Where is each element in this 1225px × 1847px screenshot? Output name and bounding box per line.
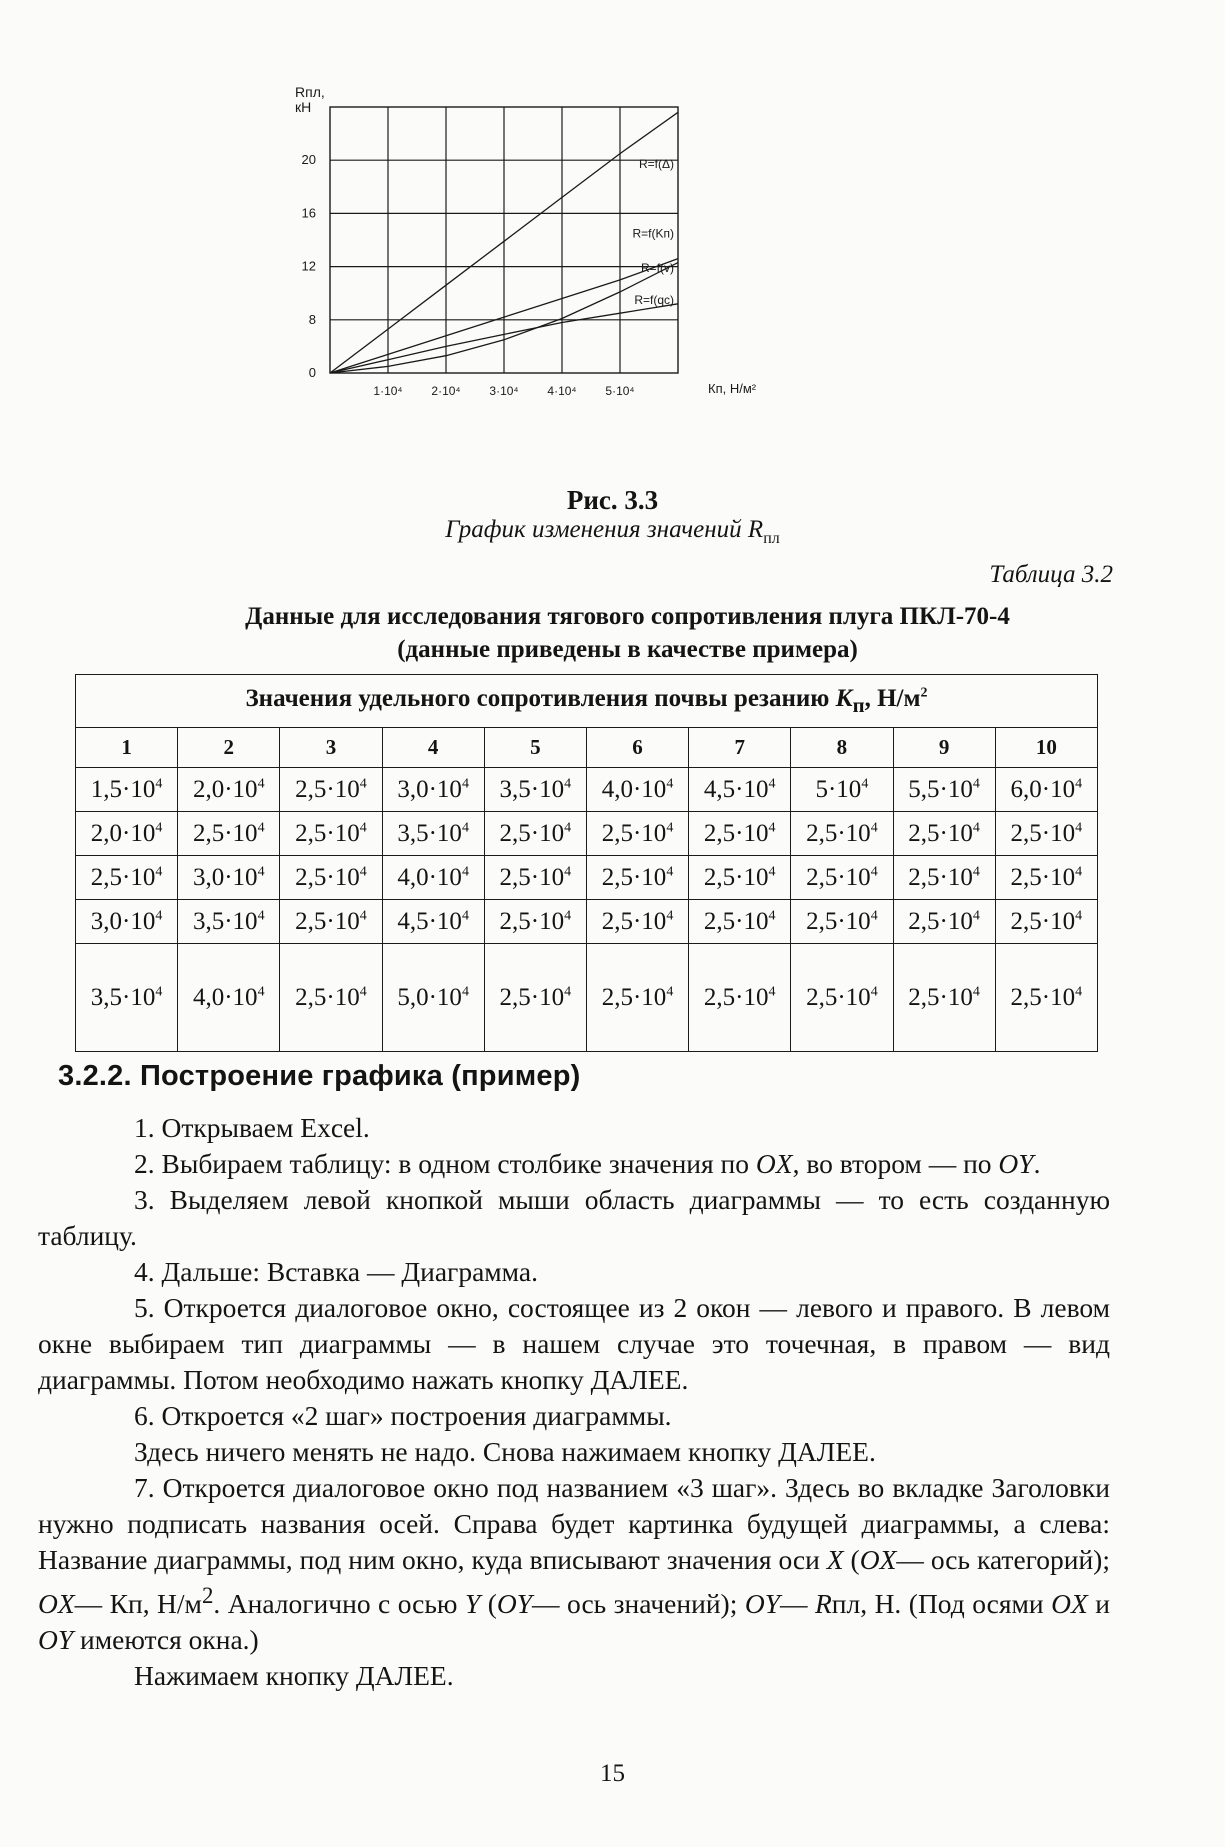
table-cell: $2,5\cdot 10^4$: [791, 944, 893, 1052]
table-cell: $2,5\cdot 10^4$: [689, 944, 791, 1052]
y-axis-label-part: кН: [295, 99, 312, 115]
y-tick-label: 0: [308, 365, 316, 380]
page-number: 15: [600, 1760, 625, 1787]
column-number: 5: [484, 728, 586, 768]
column-number: 9: [893, 728, 995, 768]
y-tick-label: 16: [301, 205, 316, 221]
table-header-unit-exp: 2: [920, 685, 928, 701]
table-cell: $2,5\cdot 10^4$: [484, 812, 586, 856]
step-7-b: (: [843, 1544, 860, 1575]
table-header-text: Значения удельного сопротивления почвы резанию: [245, 684, 836, 712]
column-number: 4: [382, 728, 484, 768]
table-cell: $2,5\cdot 10^4$: [791, 900, 893, 944]
table-cell: $2,5\cdot 10^4$: [995, 944, 1097, 1052]
table-cell: $2,5\cdot 10^4$: [586, 812, 688, 856]
step-3: 3. Выделяем левой кнопкой мыши область диаграммы — то есть созданную таблицу.: [38, 1184, 1110, 1251]
table-cell: $2,5\cdot 10^4$: [586, 900, 688, 944]
table-cell: $3,0\cdot 10^4$: [76, 900, 178, 944]
step-4: 4. Дальше: Вставка — Диаграмма.: [134, 1256, 538, 1287]
table-header-unit: , Н/м: [864, 684, 921, 712]
step-7-x: X: [826, 1544, 844, 1575]
step-2-text-c: .: [1033, 1148, 1041, 1179]
figure-title: [0, 516, 1225, 548]
table-cell: $2,0\cdot 10^4$: [76, 812, 178, 856]
step-7-b-2: (: [480, 1588, 497, 1620]
x-tick-label: 2·10⁴: [431, 384, 461, 398]
table-cell: $2,5\cdot 10^4$: [484, 856, 586, 900]
table-cell: $2,5\cdot 10^4$: [995, 856, 1097, 900]
y-tick-label: 12: [301, 258, 316, 274]
chart-legend: [632, 157, 674, 307]
table-cell: $2,5\cdot 10^4$: [484, 900, 586, 944]
table-cell: $4,0\cdot 10^4$: [178, 944, 280, 1052]
table-row: [76, 856, 1098, 900]
table-cell: $2,5\cdot 10^4$: [893, 812, 995, 856]
series-label: R=f(Kп): [632, 226, 674, 241]
step-5: 5. Откроется диалоговое окно, состоящее из 2 окон — левого и правого. В левом окне выбираем тип диаграммы — в нашем случае это точечная, в правом — вид диаграммы. Потом необходимо нажать кнопку ДАЛЕЕ.: [38, 1292, 1110, 1395]
table-cell: $2,5\cdot 10^4$: [893, 944, 995, 1052]
table-cell: $4,5\cdot 10^4$: [382, 900, 484, 944]
table-cell: $3,0\cdot 10^4$: [178, 856, 280, 900]
step-7-r: R: [814, 1588, 832, 1620]
step-7-oy-2: OY: [744, 1588, 780, 1620]
table-row: [76, 768, 1098, 812]
table-cell: $2,0\cdot 10^4$: [178, 768, 280, 812]
table-cell: $2,5\cdot 10^4$: [178, 812, 280, 856]
table-cell: $2,5\cdot 10^4$: [995, 900, 1097, 944]
step-6: 6. Откроется «2 шаг» построения диаграммы.: [134, 1400, 672, 1431]
step-7-oy-1: OY: [496, 1588, 533, 1620]
step-7-oy-3: OY: [38, 1624, 74, 1656]
table-cell: $4,5\cdot 10^4$: [689, 768, 791, 812]
table-cell: $2,5\cdot 10^4$: [689, 856, 791, 900]
chart-y-axis-label: [295, 84, 325, 115]
table-cell: $2,5\cdot 10^4$: [791, 812, 893, 856]
table-cell: $6,0\cdot 10^4$: [995, 768, 1097, 812]
step-2-ox: OX: [755, 1148, 793, 1179]
table-cell: $3,0\cdot 10^4$: [382, 768, 484, 812]
column-number: 10: [995, 728, 1097, 768]
table-title-line-2: (данные приведены в качестве примера): [397, 636, 858, 663]
table-cell: $2,5\cdot 10^4$: [689, 812, 791, 856]
soil-resistance-table: [75, 674, 1098, 1052]
table-header: [76, 675, 1098, 728]
step-7-g: —: [779, 1588, 815, 1620]
step-7-ox-1: OX: [859, 1544, 897, 1575]
x-tick-label: 4·10⁴: [547, 384, 577, 398]
step-2-text-a: 2. Выбираем таблицу: в одном столбике значения по: [134, 1148, 756, 1179]
table-cell: $2,5\cdot 10^4$: [893, 900, 995, 944]
table-cell: $5\cdot 10^4$: [791, 768, 893, 812]
column-number: 6: [586, 728, 688, 768]
step-7-f: — ось значений);: [532, 1588, 745, 1620]
y-tick-label: 8: [308, 311, 316, 327]
table-cell: $2,5\cdot 10^4$: [791, 856, 893, 900]
column-number: 7: [689, 728, 791, 768]
step-7-a: 7. Откроется диалоговое окно под названием «3 шаг». Здесь во вкладке Заголовки нужно подписать названия осей. Справа будет картинка будущей диаграммы, а слева: Название диаграммы, под ним окно, куда вписывают значения оси: [38, 1472, 1110, 1575]
x-tick-label: 5·10⁴: [605, 384, 635, 398]
table-cell: $2,5\cdot 10^4$: [893, 856, 995, 900]
table-cell: $2,5\cdot 10^4$: [280, 768, 382, 812]
table-cell: $1,5\cdot 10^4$: [76, 768, 178, 812]
step-2: [38, 1146, 1110, 1182]
step-2-text-b: , во втором — по: [792, 1148, 999, 1179]
chart-ticks: [302, 152, 757, 398]
table-body: [76, 768, 1098, 1052]
step-7-c: — ось категорий);: [896, 1544, 1110, 1575]
figure-number: Рис. 3.3: [566, 485, 659, 515]
figure-chart: [295, 84, 840, 475]
x-tick-label: 3·10⁴: [489, 384, 519, 398]
figure-title-text: График изменения значений R: [445, 516, 764, 543]
table-column-numbers: [76, 728, 1098, 768]
table-title: [0, 600, 1225, 666]
table-header-subscript: п: [852, 692, 865, 717]
step-7-and: и: [1087, 1588, 1110, 1620]
step-7-i: имеются окна.): [73, 1624, 259, 1656]
step-7-e: . Аналогично с осью: [213, 1588, 465, 1620]
step-7-ox-2: OX: [38, 1588, 75, 1620]
series-label: R=f(qc): [634, 292, 674, 307]
y-axis-label-part: Rпл,: [295, 84, 325, 100]
section-heading: 3.2.2. Построение графика (пример): [58, 1060, 581, 1092]
column-number: 8: [791, 728, 893, 768]
table-cell: $3,5\cdot 10^4$: [178, 900, 280, 944]
x-tick-label: 1·10⁴: [373, 384, 403, 398]
table-row: [76, 944, 1098, 1052]
step-7: [38, 1470, 1110, 1658]
table-cell: $4,0\cdot 10^4$: [382, 856, 484, 900]
table-cell: $2,5\cdot 10^4$: [76, 856, 178, 900]
step-6-note: Здесь ничего менять не надо. Снова нажимаем кнопку ДАЛЕЕ.: [134, 1436, 876, 1467]
table-cell: $2,5\cdot 10^4$: [586, 856, 688, 900]
table-cell: $2,5\cdot 10^4$: [280, 900, 382, 944]
y-tick-label: 20: [301, 152, 316, 168]
table-cell: $2,5\cdot 10^4$: [280, 856, 382, 900]
step-7-h: пл, Н. (Под осями: [831, 1588, 1052, 1620]
column-number: 3: [280, 728, 382, 768]
step-7-ox-3: OX: [1051, 1588, 1088, 1620]
step-8: Нажимаем кнопку ДАЛЕЕ.: [134, 1660, 454, 1692]
table-header-symbol: К: [835, 684, 853, 712]
table-cell: $3,5\cdot 10^4$: [382, 812, 484, 856]
table-cell: $2,5\cdot 10^4$: [995, 812, 1097, 856]
x-axis-label: Кп, Н/м²: [708, 381, 757, 396]
table-cell: $5,0\cdot 10^4$: [382, 944, 484, 1052]
column-number: 1: [76, 728, 178, 768]
table-cell: $2,5\cdot 10^4$: [280, 944, 382, 1052]
figure-title-subscript: пл: [763, 530, 780, 547]
step-7-d: — Кп, Н/м: [74, 1588, 202, 1620]
table-cell: $2,5\cdot 10^4$: [280, 812, 382, 856]
table-cell: $3,5\cdot 10^4$: [76, 944, 178, 1052]
table-cell: $3,5\cdot 10^4$: [484, 768, 586, 812]
table-title-line-1: Данные для исследования тягового сопротивления плуга ПКЛ-70-4: [245, 603, 1010, 630]
table-cell: $2,5\cdot 10^4$: [586, 944, 688, 1052]
table-row: [76, 812, 1098, 856]
step-1: 1. Открываем Excel.: [134, 1112, 370, 1143]
table-number: Таблица 3.2: [989, 561, 1113, 588]
step-7-y: Y: [464, 1588, 481, 1620]
table-cell: $5,5\cdot 10^4$: [893, 768, 995, 812]
table-row: [76, 900, 1098, 944]
table-cell: $2,5\cdot 10^4$: [689, 900, 791, 944]
series-label: R=f(Δ): [638, 157, 674, 172]
table-cell: $4,0\cdot 10^4$: [586, 768, 688, 812]
section-body: [38, 1110, 1110, 1694]
column-number: 2: [178, 728, 280, 768]
series-label: R=f(v): [641, 260, 674, 275]
step-7-sup: 2: [201, 1583, 214, 1608]
step-2-oy: OY: [998, 1148, 1034, 1179]
table-cell: $2,5\cdot 10^4$: [484, 944, 586, 1052]
